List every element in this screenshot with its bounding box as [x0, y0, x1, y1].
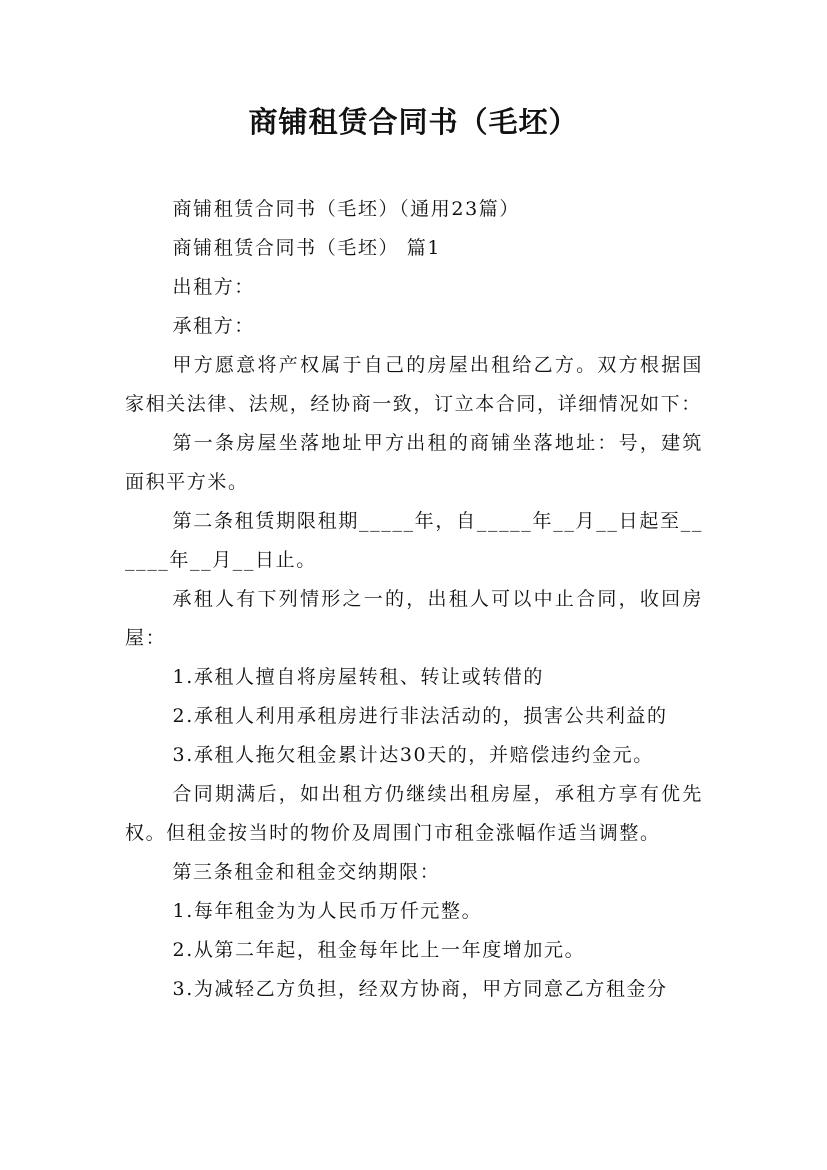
paragraph-collection-title: 商铺租赁合同书（毛坯）（通用23篇） — [172, 198, 520, 220]
paragraph-rent-3: 3.为减轻乙方负担，经双方协商，甲方同意乙方租金分 — [172, 978, 668, 1000]
document-body — [125, 190, 703, 1009]
paragraph-item-3: 3.承租人拖欠租金累计达30天的，并赔偿违约金元。 — [172, 744, 654, 766]
paragraph-article-3: 第三条租金和租金交纳期限： — [172, 861, 441, 883]
paragraph-rent-1: 1.每年租金为为人民币万仟元整。 — [172, 900, 483, 922]
paragraph-article-2: 第二条租赁期限租期_____年，自_____年__月__日起至______年__月__日止。 — [125, 510, 703, 571]
paragraph-intro: 甲方愿意将产权属于自己的房屋出租给乙方。双方根据国家相关法律、法规，经协商一致，订立本合同，详细情况如下： — [125, 354, 703, 415]
paragraph-lessor: 出租方： — [172, 276, 255, 298]
paragraph-item-1: 1.承租人擅自将房屋转租、转让或转借的 — [172, 666, 545, 688]
paragraph-lessee: 承租方： — [172, 315, 255, 337]
paragraph-section-heading: 商铺租赁合同书（毛坯） 篇1 — [172, 237, 442, 259]
paragraph-rent-2: 2.从第二年起，租金每年比上一年度增加元。 — [172, 939, 586, 961]
paragraph-article-1: 第一条房屋坐落地址甲方出租的商铺坐落地址：号，建筑面积平方米。 — [125, 432, 703, 493]
document-title: 商铺租赁合同书（毛坯） — [248, 105, 579, 139]
paragraph-item-2: 2.承租人利用承租房进行非法活动的，损害公共利益的 — [172, 705, 668, 727]
paragraph-renewal: 合同期满后，如出租方仍继续出租房屋，承租方享有优先权。但租金按当时的物价及周围门市租金涨幅作适当调整。 — [125, 783, 703, 844]
paragraph-termination: 承租人有下列情形之一的，出租人可以中止合同，收回房屋： — [125, 588, 703, 649]
